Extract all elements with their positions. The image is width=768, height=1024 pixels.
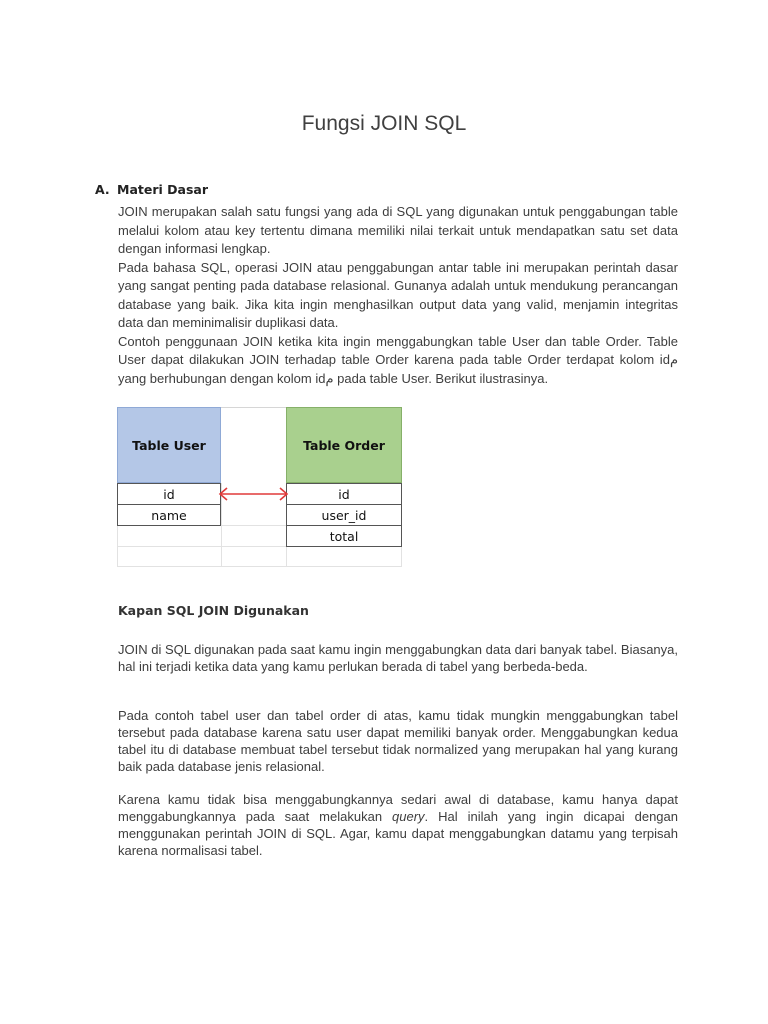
p3-text-before: Karena kamu tidak bisa menggabungkannya sedari awal di database, kamu hanya dapat menggabungkannya pada saat melakukan xyxy=(118,792,678,824)
join-illustration xyxy=(117,407,402,567)
intro-paragraph-2: Pada bahasa SQL, operasi JOIN atau penggabungan antar table ini merupakan perintah dasar yang sangat penting pada database relasional. Gunanya adalah untuk mendukung perancangan database yang baik. Jika kita ingin menghasilkan output data yang valid, menjamin integritas data dan meminimalisir duplikasi data. xyxy=(118,259,678,330)
section-b-heading: Kapan SQL JOIN Digunakan xyxy=(118,603,309,618)
section-a-marker: A. xyxy=(95,182,110,197)
p3-query-term: query xyxy=(392,809,425,824)
section-b-paragraph-1: JOIN di SQL digunakan pada saat kamu ingin menggabungkan data dari banyak tabel. Biasanya, hal ini terjadi ketika data yang kamu perlukan berada di tabel yang berbeda-beda. xyxy=(118,642,678,674)
table-user-header: Table User xyxy=(117,407,221,483)
section-a-body xyxy=(118,203,678,388)
section-a-heading xyxy=(95,182,208,197)
user-field-id: id xyxy=(117,483,221,505)
gridline xyxy=(117,566,402,567)
table-order-header: Table Order xyxy=(286,407,402,483)
section-b-paragraph-2: Pada contoh tabel user dan tabel order di atas, kamu tidak mungkin menggabungkan tabel tersebut pada database karena satu user dapat memiliki banyak order. Menggabungkan kedua tabel itu di database membuat tabel tersebut tidak normalized yang merupakan hal yang kurang baik pada database jenis relasional. xyxy=(118,708,678,774)
intro-paragraph-3: Contoh penggunaan JOIN ketika kita ingin menggabungkan table User dan table Order. Table User dapat dilakukan JOIN terhadap table Order karena pada table Order terdapat kolom idم yang berhubungan dengan kolom idم pada table User. Berikut ilustrasinya. xyxy=(118,333,678,386)
header-gap xyxy=(221,407,286,483)
page-title: Fungsi JOIN SQL xyxy=(301,112,467,135)
p3-text-after: . Hal inilah yang ingin dicapai dengan menggunakan perintah JOIN di SQL. Agar, kamu dapat menggabungkan datamu yang terpisah karena normalisasi tabel. xyxy=(118,809,678,858)
intro-paragraph-1: JOIN merupakan salah satu fungsi yang ada di SQL yang digunakan untuk penggabungan table melalui kolom atau key tertentu dimana memiliki nilai terkait untuk mendapatkan satu set data dengan informasi lengkap. xyxy=(118,204,678,256)
order-field-id: id xyxy=(286,483,402,505)
section-a-heading-text: Materi Dasar xyxy=(117,182,208,197)
order-field-user-id: user_id xyxy=(286,504,402,526)
order-field-total: total xyxy=(286,525,402,547)
join-arrow-icon xyxy=(216,484,291,504)
section-b-paragraph-3 xyxy=(118,791,678,859)
user-field-name: name xyxy=(117,504,221,526)
